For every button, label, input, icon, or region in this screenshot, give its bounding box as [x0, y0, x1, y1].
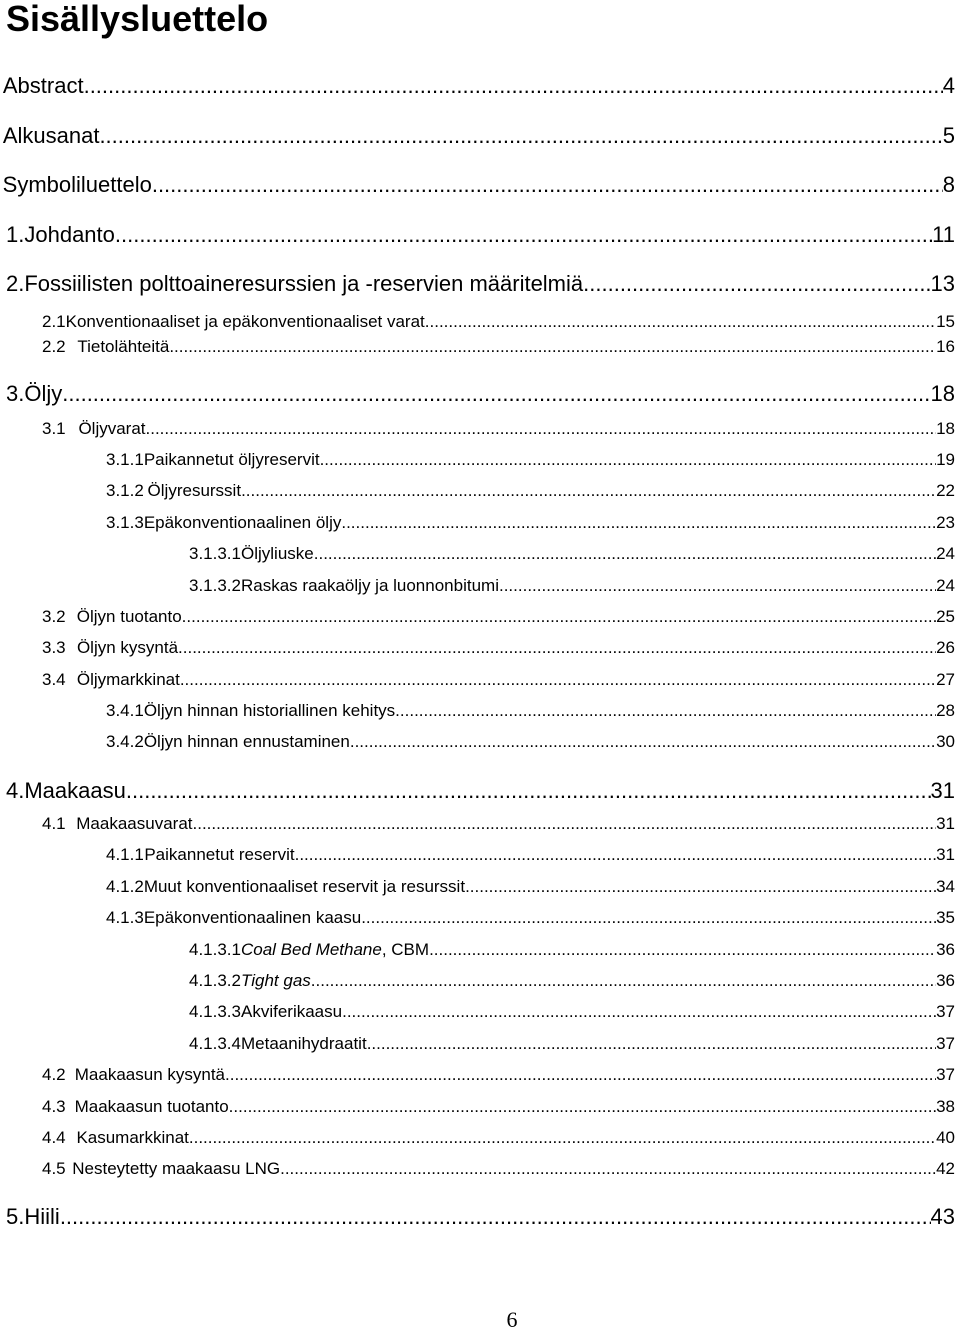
toc-leader-dots: [193, 813, 937, 835]
toc-entry-title: Öljy: [24, 381, 63, 406]
toc-entry-number: 4.1.3.3: [189, 1002, 241, 1021]
toc-leader-dots: [295, 844, 936, 866]
toc-leader-dots: [152, 171, 943, 199]
toc-entry[interactable]: [0, 777, 955, 805]
toc-leader-dots: [178, 637, 936, 659]
toc-entry[interactable]: [0, 1158, 955, 1180]
toc-leader-dots: [99, 122, 942, 150]
toc-entry[interactable]: [0, 270, 955, 298]
toc-leader-dots: [429, 939, 936, 961]
toc-entry-page: 35: [936, 908, 955, 927]
toc-entry-number: 3.4.2: [106, 732, 144, 751]
toc-entry-number: 4.3: [42, 1097, 66, 1116]
toc-entry-page: 16: [936, 337, 955, 356]
toc-entry-number: 3.1.1: [106, 450, 144, 469]
toc-entry-number: 4.1.3.2: [189, 971, 241, 990]
toc-entry[interactable]: [0, 669, 955, 691]
toc-entry[interactable]: [0, 939, 955, 961]
toc-entry-page: 18: [930, 381, 955, 406]
toc-entry[interactable]: [0, 543, 955, 565]
toc-entry-title: Paikannetut reservit: [144, 845, 295, 864]
toc-entry-title: Öljyresurssit: [147, 481, 242, 500]
toc-leader-dots: [169, 336, 936, 358]
toc-entry-page: 25: [936, 607, 955, 626]
toc-leader-dots: [84, 72, 943, 100]
toc-entry-number: 4.1.2: [106, 877, 144, 896]
toc-entry[interactable]: [0, 637, 955, 659]
toc-entry-title: Alkusanat: [2, 123, 100, 148]
toc-entry-page: 18: [936, 419, 955, 438]
toc-entry-number: 4.1.3.4: [189, 1034, 241, 1053]
toc-entry-title: Öljyn tuotanto: [76, 607, 182, 626]
toc-entry-number: 4.1: [42, 814, 66, 833]
toc-entry[interactable]: [0, 221, 955, 249]
toc-entry-page: 42: [936, 1159, 955, 1178]
toc-entry-page: 30: [936, 732, 955, 751]
toc-entry-title: Hiili: [24, 1204, 60, 1229]
toc-entry-title: Kasumarkkinat: [76, 1128, 189, 1147]
toc-entry-title: Öljymarkkinat: [76, 670, 180, 689]
toc-entry-page: 27: [936, 670, 955, 689]
toc-entry-number: 4.1.1: [106, 845, 144, 864]
toc-entry[interactable]: [0, 171, 955, 199]
toc-entry-number: 3.2: [42, 607, 66, 626]
toc-leader-dots: [180, 669, 936, 691]
toc-leader-dots: [146, 418, 937, 440]
toc-leader-dots: [320, 449, 937, 471]
toc-entry-number: 2.2: [42, 337, 66, 356]
toc-entry-title: Akviferikaasu: [241, 1002, 343, 1021]
toc-entry-title-italic: Coal Bed Methane: [241, 940, 382, 959]
toc-entry-page: 31: [936, 845, 955, 864]
toc-entry-page: 38: [936, 1097, 955, 1116]
toc-entry-title: Tietolähteitä: [77, 337, 170, 356]
toc-entry-page: 13: [930, 271, 955, 296]
toc-entry-page: 19: [936, 450, 955, 469]
toc-entry[interactable]: [0, 72, 955, 100]
toc-entry[interactable]: [0, 1033, 955, 1055]
toc-leader-dots: [425, 311, 936, 333]
toc-entry-number: 3.1.3: [106, 513, 144, 532]
toc-entry-page: 23: [936, 513, 955, 532]
toc-entry-page: 36: [936, 971, 955, 990]
toc-entry-page: 31: [936, 814, 955, 833]
toc-entry[interactable]: [0, 1203, 955, 1231]
toc-entry[interactable]: [0, 1001, 955, 1023]
toc-entry-title: Johdanto: [24, 222, 115, 247]
toc-entry[interactable]: [0, 311, 955, 333]
toc-entry-page: 15: [936, 312, 955, 331]
toc-leader-dots: [241, 480, 936, 502]
toc-entry-title: Paikannetut öljyreservit: [143, 450, 320, 469]
toc-entry-number: 4.5: [42, 1159, 66, 1178]
toc-entry[interactable]: [0, 380, 955, 408]
toc-entry-number: 3.1.3.1: [189, 544, 241, 563]
toc-entry[interactable]: [0, 1096, 955, 1118]
toc-entry-number: 3.1.3.2: [189, 576, 241, 595]
toc-entry-title: Coal Bed Methane, CBM: [241, 940, 430, 959]
toc-entry-title: Symboliluettelo: [2, 172, 152, 197]
toc-entry-page: 26: [936, 638, 955, 657]
toc-entry-page: 4: [942, 73, 955, 98]
toc-leader-dots: [311, 970, 936, 992]
toc-entry-page: 8: [942, 172, 955, 197]
toc-entry[interactable]: [0, 418, 955, 440]
toc-entry-page: 22: [936, 481, 955, 500]
toc-entry-title: Fossiilisten polttoaineresurssien ja -reservien määritelmiä: [24, 271, 584, 296]
toc-entry-title: Maakaasun kysyntä: [74, 1065, 226, 1084]
toc-leader-dots: [499, 575, 936, 597]
toc-entry-number: 4.1.3.1: [189, 940, 241, 959]
toc-entry-page: 24: [936, 576, 955, 595]
toc-entry-title: Metaanihydraatit: [241, 1034, 367, 1053]
toc-entry-page: 24: [936, 544, 955, 563]
toc-entry-page: 36: [936, 940, 955, 959]
toc-entry[interactable]: [0, 731, 955, 753]
toc-entry[interactable]: [0, 907, 955, 929]
toc-leader-dots: [314, 543, 936, 565]
toc-entry-number: 4.4: [42, 1128, 66, 1147]
toc-entry[interactable]: [0, 970, 955, 992]
toc-entry-number: 3.1.2: [106, 481, 144, 500]
toc-entry-page: 5: [942, 123, 955, 148]
toc-entry-title: Öljyn hinnan historiallinen kehitys: [143, 701, 396, 720]
toc-leader-dots: [229, 1096, 936, 1118]
toc-leader-dots: [182, 606, 936, 628]
toc-entry-number: 2.: [6, 271, 25, 296]
toc-entry-number: 4.1.3: [106, 908, 144, 927]
toc-leader-dots: [395, 700, 936, 722]
toc-entry[interactable]: [0, 336, 955, 358]
toc-entry[interactable]: [0, 575, 955, 597]
toc-entry-page: 43: [930, 1204, 955, 1229]
toc-entry-number: 1.: [6, 222, 25, 247]
toc-leader-dots: [361, 907, 936, 929]
toc-entry-title: Maakaasuvarat: [76, 814, 193, 833]
toc-entry-title: Maakaasu: [24, 778, 126, 803]
toc-entry-number: 3.: [6, 381, 25, 406]
toc-entry-title: Raskas raakaöljy ja luonnonbitumi: [241, 576, 499, 595]
toc-entry-page: 40: [936, 1128, 955, 1147]
toc-leader-dots: [225, 1064, 936, 1086]
toc-leader-dots: [583, 270, 930, 298]
toc-entry-title-italic: Tight gas: [241, 971, 311, 990]
toc-leader-dots: [280, 1158, 936, 1180]
toc-entry[interactable]: [0, 449, 955, 471]
toc-entry-number: 3.4: [42, 670, 66, 689]
toc-entry[interactable]: [0, 876, 955, 898]
toc-entry-title: Abstract: [2, 73, 84, 98]
toc-entry-page: 37: [936, 1002, 955, 1021]
toc-entry-number: 3.4.1: [106, 701, 144, 720]
toc-entry-title: Öljyn hinnan ennustaminen: [143, 732, 350, 751]
toc-entry-title: Öljyn kysyntä: [76, 638, 179, 657]
toc-entry-number: 4.2: [42, 1065, 66, 1084]
toc-entry-page: 28: [936, 701, 955, 720]
page-number: 6: [506, 1307, 518, 1332]
toc-entry-number: 3.1: [42, 419, 66, 438]
toc-entry-number: 2.1: [42, 312, 66, 331]
toc-entry[interactable]: [0, 606, 955, 628]
toc-entry[interactable]: [0, 700, 955, 722]
toc-entry[interactable]: [0, 1127, 955, 1149]
toc-entry-title: Maakaasun tuotanto: [74, 1097, 229, 1116]
toc-entry[interactable]: [0, 844, 955, 866]
toc-leader-dots: [115, 221, 932, 249]
toc-leader-dots: [189, 1127, 936, 1149]
toc-entry-title: Epäkonventionaalinen kaasu: [143, 908, 362, 927]
toc-entry-page: 37: [936, 1065, 955, 1084]
toc-leader-dots: [60, 1203, 931, 1231]
toc-entry-number: 3.3: [42, 638, 66, 657]
toc-entry[interactable]: [0, 1064, 955, 1086]
toc-entry-page: 31: [930, 778, 955, 803]
toc-entry-number: 4.: [6, 778, 25, 803]
toc-entry-title: Epäkonventionaalinen öljy: [143, 513, 342, 532]
toc-entry-title: Muut konventionaaliset reservit ja resurssit: [143, 877, 466, 896]
toc-entry-page: 34: [936, 877, 955, 896]
toc-entry[interactable]: [0, 512, 955, 534]
toc-entry-title: [241, 970, 311, 992]
toc-entry-page: 37: [936, 1034, 955, 1053]
toc-entry[interactable]: [0, 813, 955, 835]
toc-entry-title: Nesteytetty maakaasu LNG: [72, 1159, 281, 1178]
toc-entry[interactable]: [0, 122, 955, 150]
toc-entry[interactable]: [0, 480, 955, 502]
toc-leader-dots: [350, 731, 936, 753]
toc-entry-number: 5.: [6, 1204, 25, 1229]
toc-leader-dots: [342, 1001, 936, 1023]
toc-entry-title: Öljyliuske: [241, 544, 314, 563]
toc-entry-page: 11: [932, 222, 955, 247]
toc-leader-dots: [367, 1033, 936, 1055]
toc-leader-dots: [126, 777, 931, 805]
toc-leader-dots: [465, 876, 936, 898]
toc-leader-dots: [62, 380, 930, 408]
toc-leader-dots: [341, 512, 936, 534]
toc-entry-title: Öljyvarat: [78, 419, 146, 438]
toc-entry-title: Konventionaaliset ja epäkonventionaaliset varat: [65, 312, 425, 331]
page-title: Sisällysluettelo: [6, 0, 269, 39]
